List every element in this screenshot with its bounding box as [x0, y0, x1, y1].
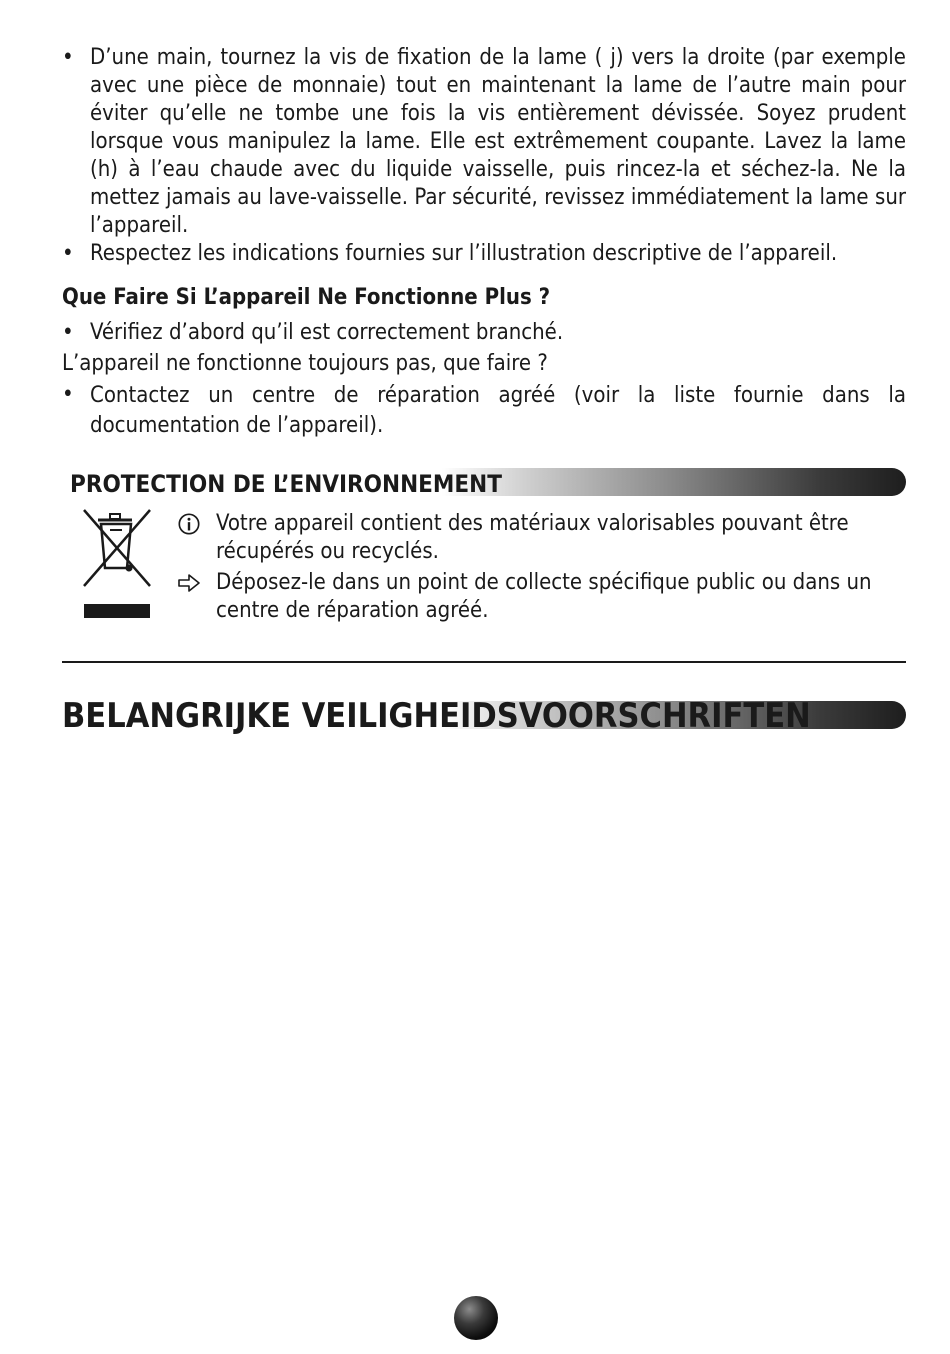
info-icon — [176, 512, 202, 536]
illustration-note-text: Respectez les indications fournies sur l’illustration descriptive de l’appareil. — [90, 241, 838, 266]
black-sphere-icon — [454, 1296, 498, 1340]
environment-item-recyclable — [176, 510, 906, 566]
crossed-out-wheelie-bin-icon — [80, 506, 156, 624]
environment-item-collection — [176, 569, 906, 625]
still-not-working-question: L’appareil ne fonctionne toujours pas, que faire ? — [62, 351, 548, 376]
troubleshooting-heading: Que Faire Si L’appareil Ne Fonctionne Plus ? — [62, 285, 551, 310]
contact-repair-text: Contactez un centre de réparation agréé (voir la liste fournie dans la documentation de l’appareil). — [90, 383, 906, 438]
recyclable-materials-text: Votre appareil contient des matériaux valorisables pouvant être récupérés ou recyclés. — [216, 511, 849, 564]
arrow-right-icon — [176, 571, 202, 595]
safety-title: BELANGRIJKE VEILIGHEIDSVOORSCHRIFTEN — [62, 696, 811, 736]
contact-repair-bullet — [62, 381, 906, 441]
collection-point-text: Déposez-le dans un point de collecte spécifique public ou dans un centre de réparation agréé. — [216, 570, 872, 623]
blade-bullet-1 — [62, 44, 906, 240]
blade-bullet-2 — [62, 240, 906, 268]
bullet-symbol: • — [62, 320, 74, 345]
blade-instructions-text: D’une main, tournez la vis de fixation de la lame ( j) vers la droite (par exemple avec une pièce de monnaie) tout en maintenant la lame de l’autre main pour éviter qu’elle ne tombe une fois la vis entièrement dévissée. Soyez prudent lorsque vous manipulez la lame. Elle est extrêmement coupante. Lavez la lame (h) à l’eau chaude avec du liquide vaisselle, puis rincez-la et séchez-la. Ne la mettez jamais au lave-vaisselle. Par sécurité, revissez immédiatement la lame sur l’appareil. — [90, 45, 906, 238]
bullet-symbol: • — [62, 241, 74, 266]
environment-title: PROTECTION DE L’ENVIRONNEMENT — [70, 470, 502, 498]
section-divider — [62, 661, 906, 663]
bullet-symbol: • — [62, 382, 74, 407]
check-plugged-bullet — [62, 319, 906, 347]
bullet-symbol: • — [62, 45, 74, 70]
check-plugged-text: Vérifiez d’abord qu’il est correctement branché. — [90, 320, 564, 345]
